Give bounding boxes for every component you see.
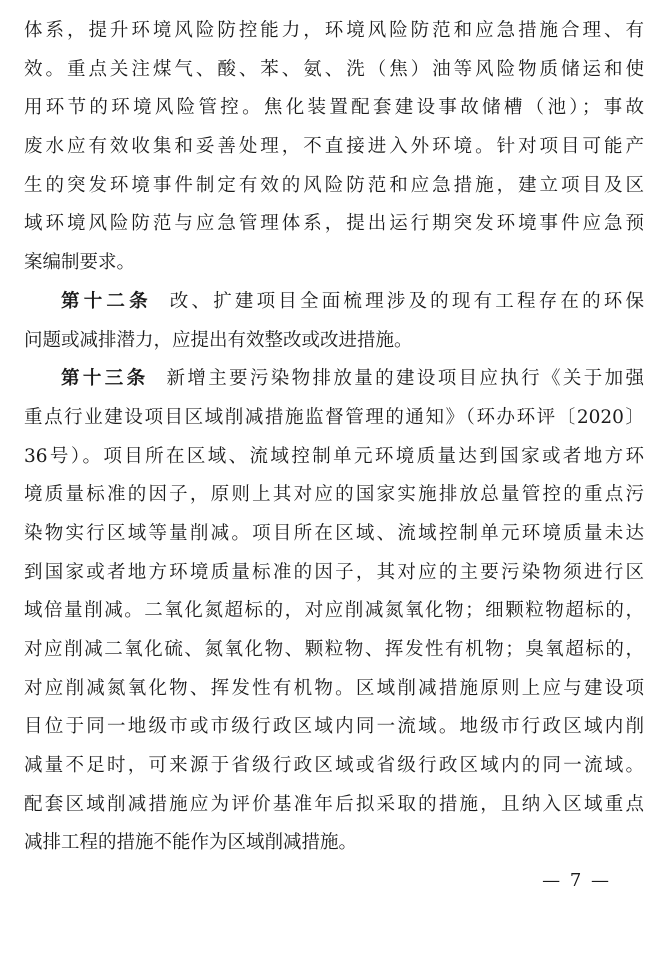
text-line: 境质量标准的因子，原则上其对应的国家实施排放总量管控的重点污 bbox=[24, 484, 644, 506]
text-line: 案编制要求。 bbox=[24, 252, 136, 274]
text-line: 用环节的环境风险管控。焦化装置配套建设事故储槽（池）；事故 bbox=[24, 97, 644, 119]
article-13 bbox=[24, 360, 644, 863]
article-label: 第十三条 bbox=[61, 368, 149, 390]
article-first-text: 改、扩建项目全面梳理涉及的现有工程存在的环保 bbox=[169, 290, 644, 312]
paragraph-continued bbox=[24, 12, 644, 283]
text-line: 减量不足时，可来源于省级行政区域或省级行政区域内的同一流域。 bbox=[24, 755, 644, 777]
text-line: 问题或减排潜力，应提出有效整改或改进措施。 bbox=[24, 329, 413, 351]
text-line: 染物实行区域等量削减。项目所在区域、流域控制单元环境质量未达 bbox=[24, 522, 644, 544]
text-line: 目位于同一地级市或市级行政区域内同一流域。地级市行政区域内削 bbox=[24, 716, 644, 738]
text-line: 配套区域削减措施应为评价基准年后拟采取的措施，且纳入区域重点 bbox=[24, 793, 644, 815]
text-line: 效。重点关注煤气、酸、苯、氨、洗（焦）油等风险物质储运和使 bbox=[24, 58, 644, 80]
text-line: 生的突发环境事件制定有效的风险防范和应急措施，建立项目及区 bbox=[24, 174, 644, 196]
article-first-line bbox=[24, 360, 644, 399]
text-line: 域倍量削减。二氧化氮超标的，对应削减氮氧化物；细颗粒物超标的， bbox=[24, 600, 644, 622]
text-line: 对应削减氮氧化物、挥发性有机物。区域削减措施原则上应与建设项 bbox=[24, 677, 644, 699]
document-page bbox=[24, 12, 644, 863]
page-number: — 7 — bbox=[542, 870, 611, 891]
text-line: 废水应有效收集和妥善处理，不直接进入外环境。针对项目可能产 bbox=[24, 136, 644, 158]
text-line: 减排工程的措施不能作为区域削减措施。 bbox=[24, 832, 358, 854]
article-first-text: 新增主要污染物排放量的建设项目应执行《关于加强 bbox=[166, 368, 644, 390]
text-line: 重点行业建设项目区域削减措施监督管理的通知》（环办环评〔2020〕 bbox=[24, 406, 644, 428]
text-line: 对应削减二氧化硫、氮氧化物、颗粒物、挥发性有机物；臭氧超标的， bbox=[24, 639, 644, 660]
text-line: 体系，提升环境风险防控能力，环境风险防范和应急措施合理、有 bbox=[24, 20, 644, 41]
text-line: 域环境风险防范与应急管理体系，提出运行期突发环境事件应急预 bbox=[24, 213, 644, 235]
article-12 bbox=[24, 283, 644, 360]
text-line: 到国家或者地方环境质量标准的因子，其对应的主要污染物须进行区 bbox=[24, 561, 644, 583]
text-line: 36号）。项目所在区域、流域控制单元环境质量达到国家或者地方环 bbox=[24, 445, 644, 467]
article-first-line bbox=[24, 283, 644, 322]
article-label: 第十二条 bbox=[61, 290, 152, 312]
